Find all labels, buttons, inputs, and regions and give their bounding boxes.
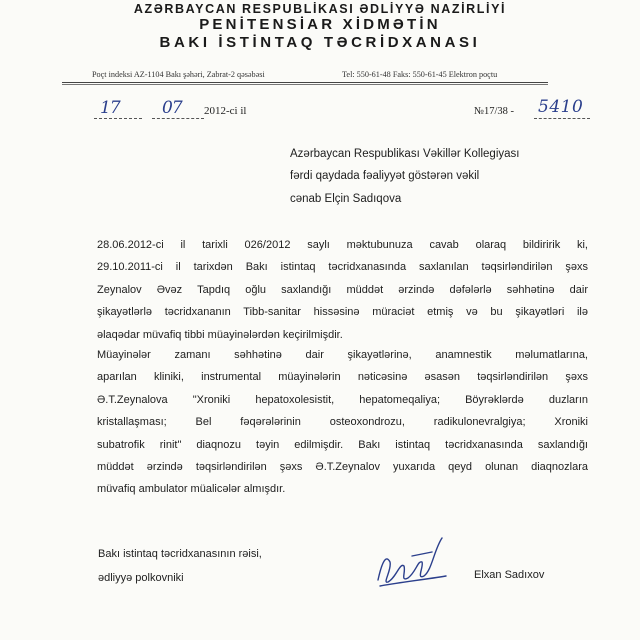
letterhead-divider-thin (62, 84, 548, 85)
body-paragraph-1 (97, 234, 588, 346)
date-year: 2012-ci il (204, 105, 247, 117)
addressee-name: cənab Elçin Sadıqova (290, 193, 402, 205)
body-line: Müayinələr zamanı səhhətinə dair şikayətlərinə, anamnestik məlumatlarına, (97, 349, 588, 361)
signer-title: Bakı istintaq təcridxanasının rəisi, (98, 548, 262, 560)
body-line: Ə.T.Zeynalova "Xroniki hepatoxolesistit, hepatomeqaliya; Böyrəklərdə duzların (97, 393, 588, 406)
body-line: 29.10.2011-ci il tarixdən Bakı istintaq təcridxanasında saxlanılan təqsirləndirilən şəxs (97, 261, 588, 274)
body-line: 28.06.2012-ci il tarixli 026/2012 saylı məktubunuza cavab olaraq bildiririk ki, (97, 239, 588, 251)
body-line: şikayətlərlə təcridxananın Tibb-sanitar hissəsinə müraciət etmiş və bu şikayətləri ilə (97, 306, 588, 319)
body-line: Zeynalov Əvəz Tapdıq oğlu saxlandığı müddət ərzində dəfələrlə səhhətinə dair (97, 283, 588, 296)
reference-underline (534, 118, 590, 119)
letterhead-divider (62, 82, 548, 83)
letterhead-service: PENİTENSİAR XİDMƏTİN (199, 16, 441, 33)
signer-name: Elxan Sadıxov (474, 569, 545, 581)
body-line: müvafiq ambulator müalicələr almışdır. (97, 483, 286, 496)
date-month: 07 (162, 98, 182, 118)
handwritten-signature (372, 532, 450, 592)
letterhead-ministry: AZƏRBAYCAN RESPUBLİKASI ƏDLİYYƏ NAZİRLİYİ (133, 2, 507, 16)
date-day: 17 (100, 98, 120, 118)
body-line: müddət ərzində təqsirləndirilən şəxs Ə.T.Zeynalov yuxarıda qeyd olunan diaqnozlara (97, 461, 588, 474)
body-line: kristallaşması; Bel fəqərələrinin osteoxondrozu, radikulonevralgiya; Xroniki (97, 416, 588, 429)
date-day-underline (94, 118, 142, 119)
reference-handwritten-number: 5410 (538, 97, 584, 117)
addressee-role: fərdi qaydada fəaliyyət göstərən vəkil (290, 170, 480, 182)
signer-rank: ədliyyə polkovniki (98, 572, 184, 584)
letterhead-institution: BAKI İSTİNTAQ TƏCRİDXANASI (159, 34, 481, 51)
letter-date (92, 100, 292, 122)
body-line: subatrofik rinit" diaqnozu təyin edilmişdir. Bakı istintaq təcridxanasında saxlandığı (97, 438, 588, 451)
body-line: aparılan kliniki, instrumental müayinələrin nəticəsinə əsasən təqsirləndirilən şəxs (97, 371, 588, 384)
letterhead-address: Poçt indeksi AZ-1104 Bakı şəhəri, Zabrat-2 qəsəbəsi (92, 70, 265, 79)
reference-number (474, 97, 624, 122)
addressee-organization: Azərbaycan Respublikası Vəkillər Kollegiyası (290, 148, 520, 160)
letterhead-contacts: Tel: 550-61-48 Faks: 550-61-45 Elektron poçtu (342, 70, 498, 79)
body-paragraph-2 (97, 344, 588, 501)
date-month-underline (152, 118, 204, 119)
reference-prefix: №17/38 - (474, 106, 515, 117)
body-line: əlaqədar müvafiq tibbi müayinələrdən keçirilmişdir. (97, 328, 343, 341)
